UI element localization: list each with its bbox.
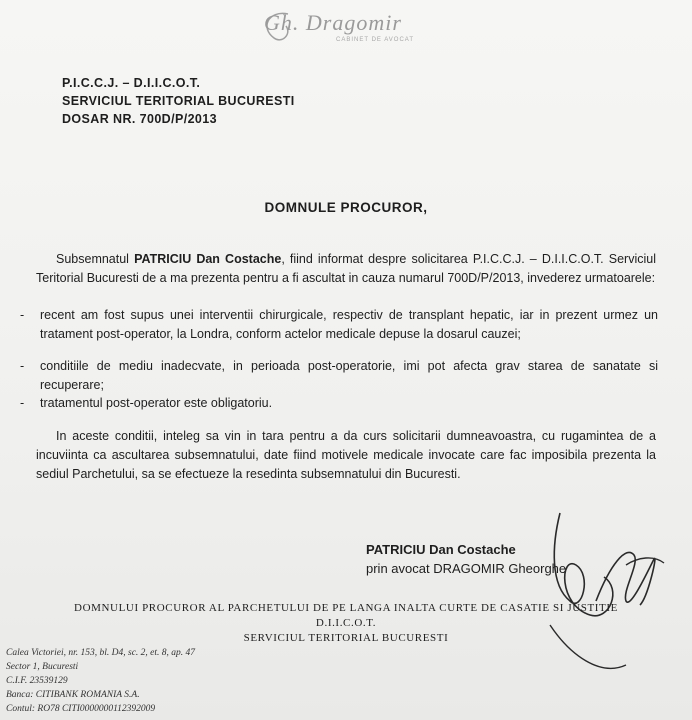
signature-via: prin avocat DRAGOMIR Gheorghe: [366, 561, 567, 576]
address-bank: Banca: CITIBANK ROMANIA S.A.: [6, 690, 140, 700]
address-sector: Sector 1, Bucuresti: [6, 662, 79, 672]
logo-text: Gh. Dragomir: [264, 10, 402, 35]
address-account: Contul: RO78 CITI0000000112392009: [6, 704, 156, 714]
footer-addressee-line-3: SERVICIUL TERITORIAL BUCURESTI: [243, 632, 449, 644]
list-item: [20, 394, 660, 414]
footer-addressee-line-2: D.I.I.C.O.T.: [315, 617, 377, 629]
paragraph-intro: [36, 250, 656, 288]
list-item-text: recent am fost supus unei interventii chirurgicale, respectiv de transplant hepatic, iar in prezent urmez un tratament post-operator, la Londra, conform actelor medicale depuse la dosarul cauzei;: [40, 308, 658, 341]
bullet-marker: -: [20, 359, 25, 373]
document-title: DOMNULE PROCUROR,: [264, 200, 428, 215]
logo-tagline: CABINET DE AVOCAT: [336, 37, 415, 43]
intro-before: Subsemnatul: [56, 252, 135, 266]
paragraph-request: In aceste conditii, inteleg sa vin in tara pentru a da curs solicitarii dumneavoastra, cu rugamintea de a incuviinta ca ascultarea subsemnatului, date fiind motivele medicale invocate care fac imposibila prezenta la sediul Parchetului, sa se efectueze la resedinta subsemnatului din Bucuresti.: [36, 429, 656, 481]
handwritten-signature: [530, 505, 680, 685]
footer-addressee-line-1: DOMNULUI PROCUROR AL PARCHETULUI DE PE LANGA INALTA CURTE DE CASATIE SI JUSTITIE: [74, 602, 618, 614]
signature-name: PATRICIU Dan Costache: [366, 542, 516, 557]
address-street: Calea Victoriei, nr. 153, bl. D4, sc. 2, et. 8, ap. 47: [6, 648, 196, 658]
list-item-text: conditiile de mediu inadecvate, in perioada post-operatorie, imi pot afecta grav starea de sanatate si recuperare;: [40, 359, 658, 392]
list-item: [20, 306, 660, 364]
petitioner-name: PATRICIU Dan Costache: [134, 252, 282, 266]
list-item-text: tratamentul post-operator este obligatoriu.: [40, 396, 273, 410]
bullet-marker: -: [20, 308, 25, 322]
letterhead-logo: [258, 8, 438, 48]
recipient-line-3: DOSAR NR. 700D/P/2013: [62, 112, 217, 126]
recipient-line-1: P.I.C.C.J. – D.I.I.C.O.T.: [62, 76, 201, 90]
bullet-marker: -: [20, 396, 25, 410]
recipient-line-2: SERVICIUL TERITORIAL BUCURESTI: [62, 94, 295, 108]
address-cif: C.I.F. 23539129: [6, 676, 68, 686]
list-item: [20, 357, 660, 395]
intro-after: , fiind informat despre solicitarea P.I.C.C.J. – D.I.I.C.O.T. Serviciul Teritorial Bucuresti de a ma prezenta pentru a fi ascultat in cauza numarul 700D/P/2013, invederez urmatoarele:: [36, 252, 656, 285]
